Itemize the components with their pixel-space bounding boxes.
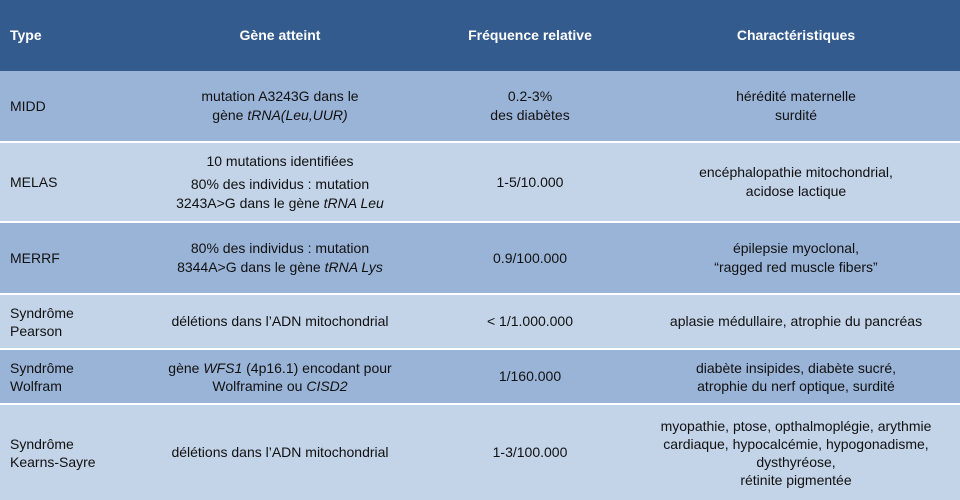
gene-name-italic: tRNA(Leu,UUR) [247, 107, 348, 123]
gene-text: 3243A>G dans le gène [176, 194, 324, 211]
cell-gene [135, 143, 425, 221]
table-row [0, 295, 960, 350]
gene-text: (4p16.1) encodant pour [242, 359, 392, 376]
gene-line [206, 152, 353, 171]
gene-text: mutation A3243G dans le [201, 88, 359, 104]
gene-line [212, 106, 347, 125]
gene-text: 10 mutations identifiées [206, 152, 354, 169]
table-row [0, 405, 960, 500]
gene-line [168, 359, 391, 377]
table-row [0, 350, 960, 405]
gene-name-italic: WFS1 [203, 359, 243, 376]
cell-frequency: 1-5/10.000 [496, 173, 564, 190]
header-gene: Gène atteint [239, 27, 321, 43]
cell-type: MERRF [10, 249, 60, 266]
cell-characteristics: épilepsie myoclonal, “ragged red muscle fibers” [714, 240, 878, 275]
cell-type: Syndrôme Wolfram [10, 359, 74, 394]
cell-frequency: 0.2-3% des diabètes [490, 88, 570, 123]
gene-text: 80% des individus : mutation [190, 240, 370, 256]
gene-line [177, 258, 383, 277]
gene-line [171, 443, 388, 462]
header-frequency: Fréquence relative [468, 27, 592, 43]
cell-frequency: < 1/1.000.000 [486, 313, 574, 329]
gene-text: gène [212, 107, 248, 123]
gene-line [171, 312, 388, 331]
cell-characteristics: diabète insipides, diabète sucré, atrophie du nerf optique, surdité [695, 359, 897, 394]
header-type: Type [10, 27, 42, 43]
table-row [0, 71, 960, 143]
gene-text: délétions dans l’ADN mitochondrial [171, 444, 389, 460]
table-row [0, 223, 960, 295]
cell-characteristics: aplasie médullaire, atrophie du pancréas [669, 313, 923, 329]
cell-gene [135, 223, 425, 293]
cell-frequency: 1-3/100.000 [492, 444, 568, 460]
cell-gene [135, 71, 425, 141]
cell-characteristics: encéphalopathie mitochondrial, acidose lactique [699, 164, 893, 199]
cell-characteristics: hérédité maternelle surdité [736, 88, 856, 123]
gene-line [176, 194, 384, 213]
cell-gene [135, 295, 425, 348]
cell-type: MIDD [10, 97, 46, 114]
gene-text: gène [168, 359, 204, 376]
gene-name-italic: tRNA Leu [323, 194, 384, 211]
cell-type: MELAS [10, 173, 58, 190]
gene-text: 80% des individus : mutation [190, 175, 370, 192]
gene-line [201, 87, 358, 106]
cell-frequency: 1/160.000 [498, 368, 562, 384]
gene-text: Wolframine ou [212, 377, 307, 394]
gene-name-italic: CISD2 [306, 377, 348, 394]
cell-frequency: 0.9/100.000 [493, 249, 567, 266]
table-row [0, 143, 960, 223]
gene-name-italic: tRNA Lys [324, 259, 383, 275]
gene-line [212, 377, 347, 395]
cell-gene [135, 350, 425, 403]
header-characteristics: Charactéristiques [736, 27, 856, 43]
cell-type: Syndrôme Kearns-Sayre [10, 435, 96, 470]
gene-text: délétions dans l’ADN mitochondrial [171, 313, 389, 329]
gene-line [191, 175, 369, 194]
cell-gene [135, 405, 425, 500]
gene-text: 8344A>G dans le gène [177, 259, 325, 275]
cell-characteristics: myopathie, ptose, opthalmoplégie, arythmie cardiaque, hypocalcémie, hypogonadisme, dysthyréose, rétinite pigmentée [660, 417, 932, 488]
cell-type: Syndrôme Pearson [10, 304, 74, 339]
gene-line [191, 239, 369, 258]
table-header [0, 0, 960, 71]
